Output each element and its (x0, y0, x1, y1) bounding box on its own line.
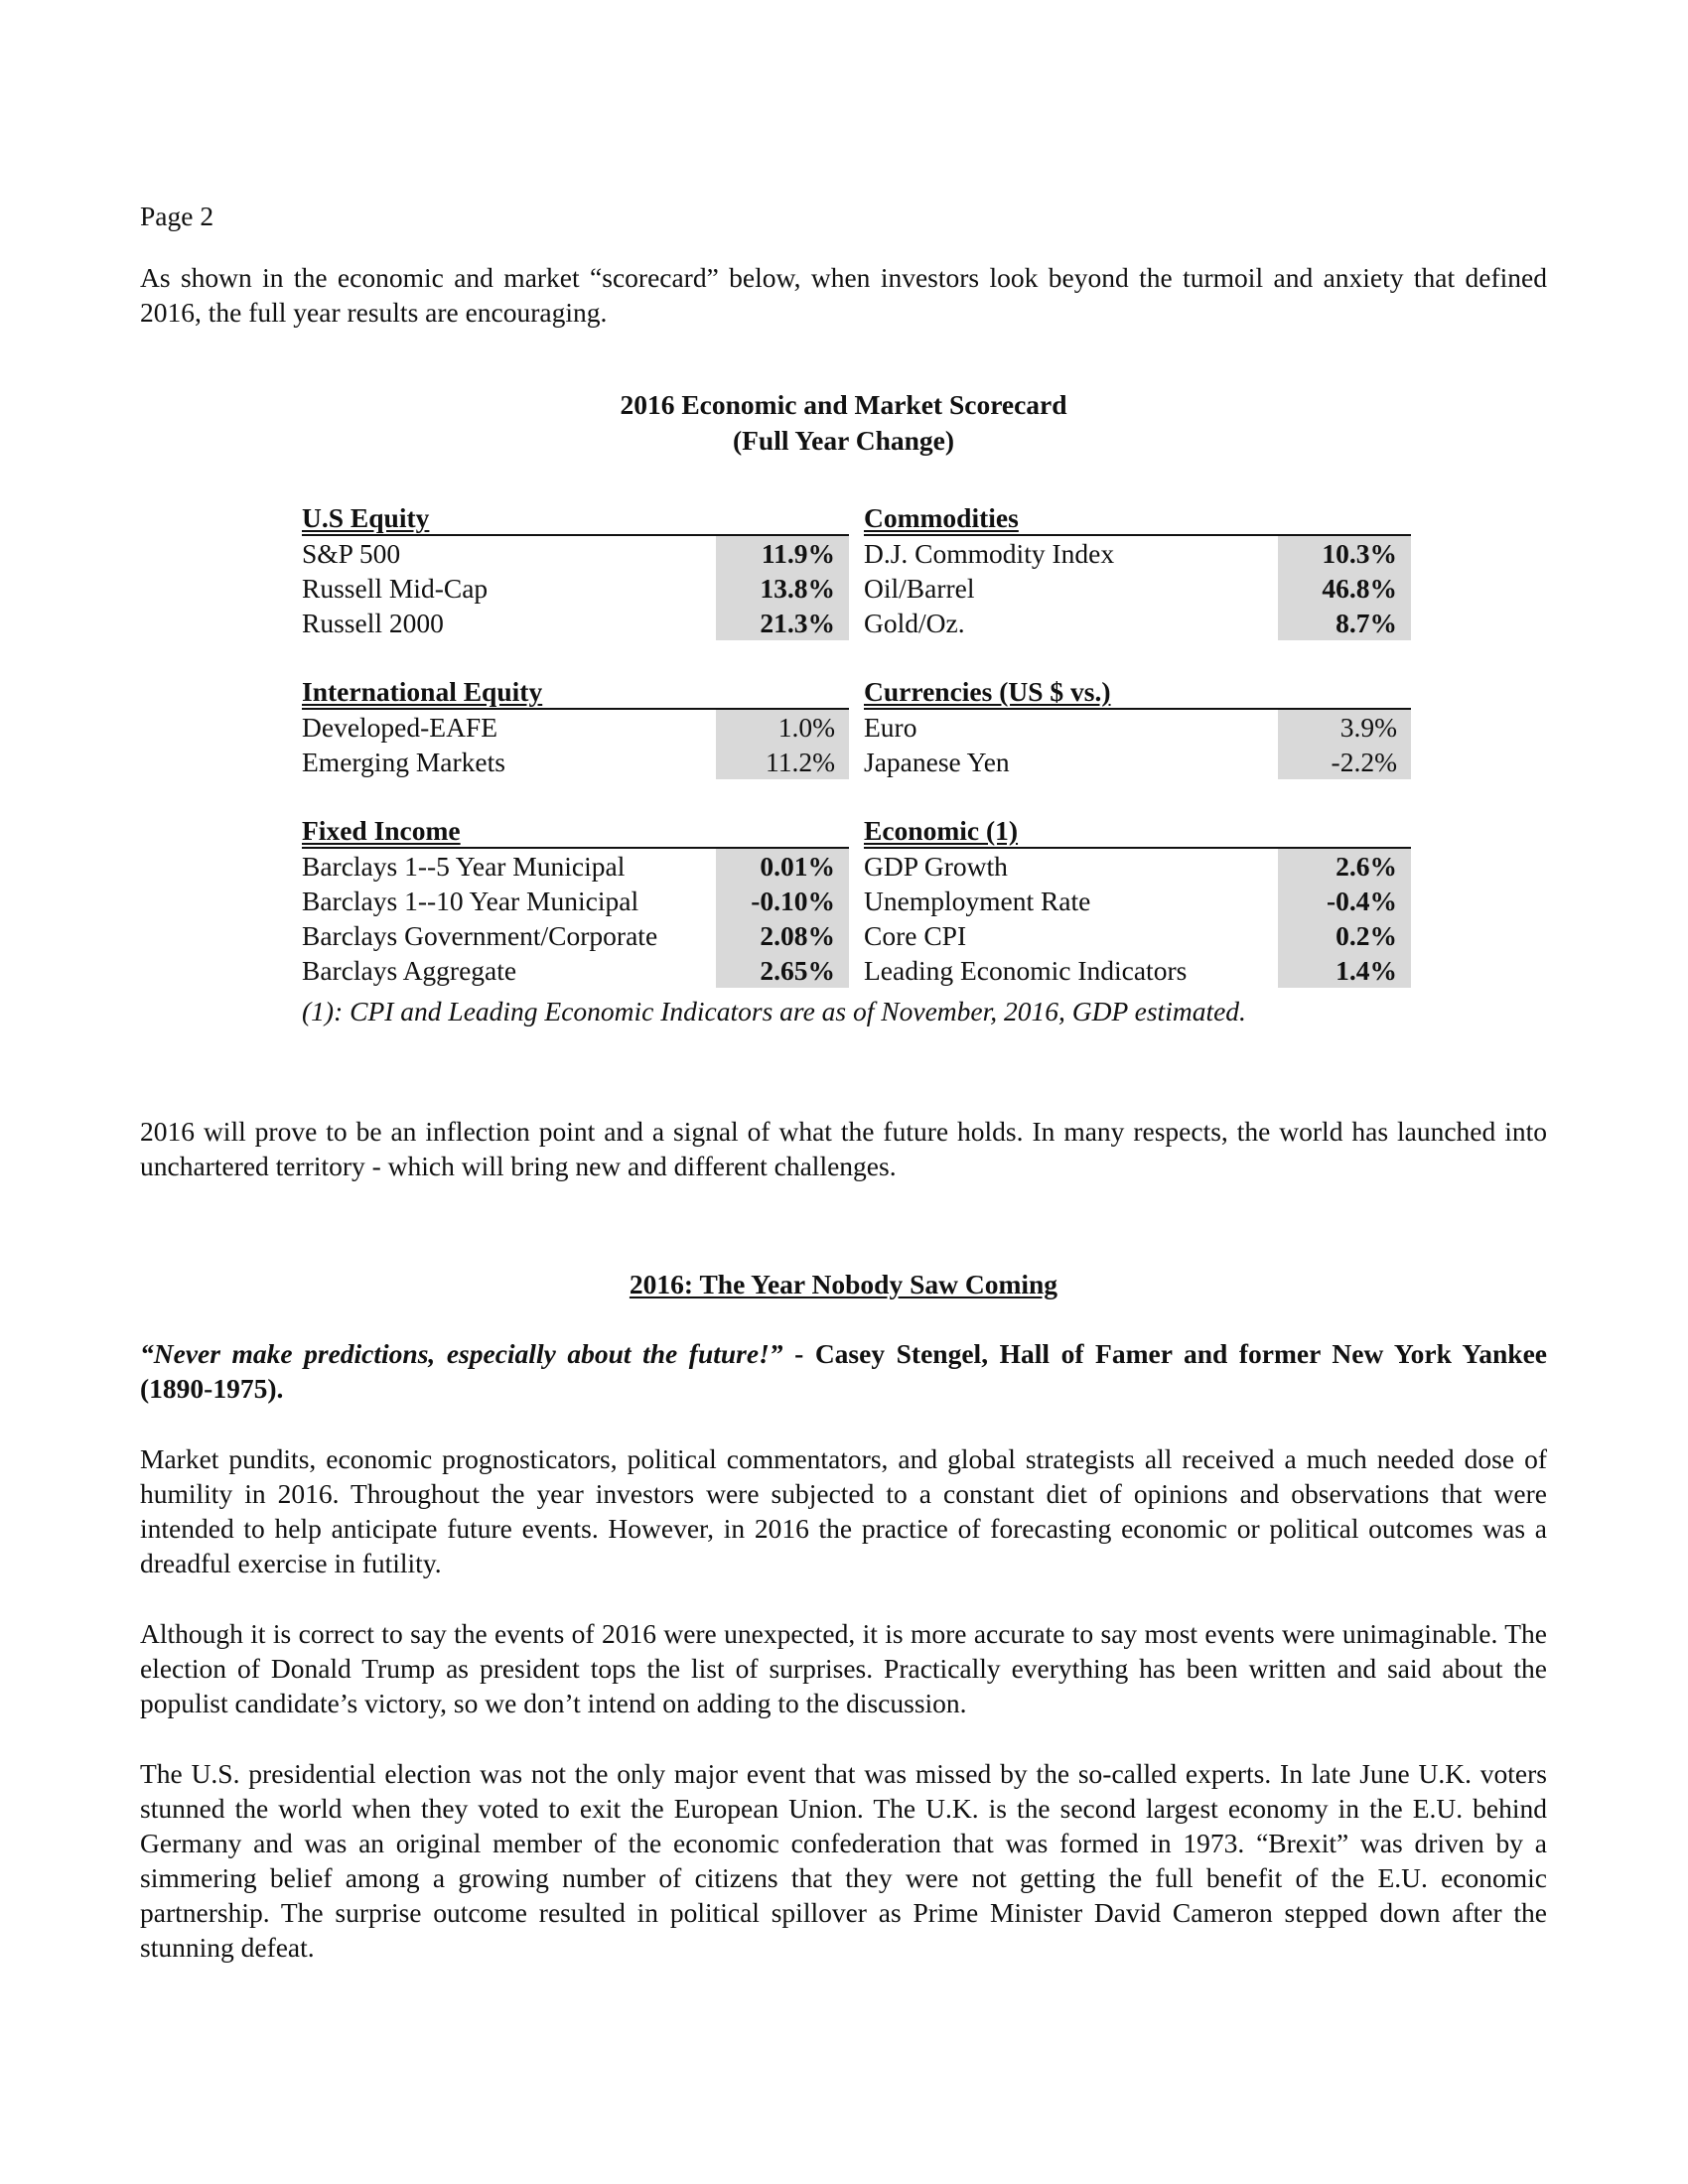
scorecard-block-international-equity (302, 675, 849, 779)
block-heading-text: Commodities (864, 502, 1019, 533)
block-heading (302, 501, 849, 536)
item-label: Leading Economic Indicators (864, 955, 1188, 986)
page-content (140, 199, 1547, 2000)
item-value: -0.10% (716, 884, 849, 918)
scorecard-item (302, 606, 849, 640)
scorecard-title-line1: 2016 Economic and Market Scorecard (620, 389, 1067, 420)
item-label: Unemployment Rate (864, 886, 1091, 916)
item-value: 2.65% (716, 953, 849, 988)
item-value: 2.08% (716, 918, 849, 953)
item-value: 10.3% (1278, 536, 1411, 571)
item-label: Barclays Government/Corporate (302, 920, 658, 951)
scorecard-block-currencies (864, 675, 1411, 779)
scorecard-item (302, 884, 849, 918)
block-heading (302, 814, 849, 849)
scorecard-item (864, 918, 1411, 953)
item-value: -0.4% (1278, 884, 1411, 918)
item-label: Russell 2000 (302, 608, 444, 638)
item-value: 46.8% (1278, 571, 1411, 606)
item-value: 0.2% (1278, 918, 1411, 953)
item-label: Gold/Oz. (864, 608, 965, 638)
block-heading-text: Currencies (US $ vs.) (864, 676, 1111, 707)
item-label: Core CPI (864, 920, 967, 951)
item-label: D.J. Commodity Index (864, 538, 1115, 569)
body-paragraph-3: The U.S. presidential election was not the only major event that was missed by the so-called experts. In late June U.K. voters stunned the world when they voted to exit the European Union. The U.K. is the second largest economy in the E.U. behind Germany and was an original member of the economic confederation that was formed in 1973. “Brexit” was driven by a simmering belief among a growing number of citizens that they were not getting the full benefit of the E.U. economic partnership. The surprise outcome resulted in political spillover as Prime Minister David Cameron stepped down after the stunning defeat. (140, 1758, 1547, 1963)
item-label: Russell Mid-Cap (302, 573, 489, 604)
scorecard-item (302, 710, 849, 745)
scorecard-item (302, 918, 849, 953)
scorecard-block-fixed-income (302, 814, 849, 988)
item-label: Barclays Aggregate (302, 955, 517, 986)
scorecard-item (864, 536, 1411, 571)
scorecard-block-commodities (864, 501, 1411, 640)
page-number: Page 2 (140, 201, 214, 231)
item-value: 0.01% (716, 849, 849, 884)
quote-attribution: - Casey Stengel, Hall of Famer and former New York Yankee (1890-1975). (140, 1338, 1547, 1404)
scorecard-item (302, 571, 849, 606)
scorecard-title-line2: (Full Year Change) (732, 425, 955, 456)
scorecard-item (864, 849, 1411, 884)
scorecard-row (302, 814, 1411, 988)
quote-text: “Never make predictions, especially about the future!” (140, 1338, 783, 1369)
item-label: Japanese Yen (864, 747, 1010, 777)
body-paragraph-1: Market pundits, economic prognosticators, political commentators, and global strategists all received a much needed dose of humility in 2016. Throughout the year investors were subjected to a constant diet of opinions and observations that were intended to help anticipate future events. However, in 2016 the practice of forecasting economic or political outcomes was a dreadful exercise in futility. (140, 1443, 1547, 1578)
inflection-paragraph: 2016 will prove to be an inflection point and a signal of what the future holds. In many respects, the world has launched into unchartered territory - which will bring new and different challenges. (140, 1116, 1547, 1181)
scorecard-block-economic (864, 814, 1411, 988)
block-heading-text: Economic (1) (864, 815, 1019, 846)
block-heading (302, 675, 849, 710)
item-label: Emerging Markets (302, 747, 505, 777)
item-label: S&P 500 (302, 538, 401, 569)
block-heading (864, 814, 1411, 849)
item-value: 1.0% (716, 710, 849, 745)
item-label: Euro (864, 712, 917, 743)
scorecard-title (140, 387, 1547, 459)
block-heading (864, 675, 1411, 710)
item-value: 3.9% (1278, 710, 1411, 745)
block-heading-text: U.S Equity (302, 502, 430, 533)
block-heading-text: Fixed Income (302, 815, 461, 846)
scorecard-table (302, 501, 1411, 1029)
item-value: 13.8% (716, 571, 849, 606)
block-heading (864, 501, 1411, 536)
section-title: 2016: The Year Nobody Saw Coming (629, 1269, 1058, 1299)
scorecard-item (864, 745, 1411, 779)
item-value: 11.9% (716, 536, 849, 571)
scorecard-item (864, 884, 1411, 918)
scorecard-item (302, 953, 849, 988)
item-value: 21.3% (716, 606, 849, 640)
item-label: Developed-EAFE (302, 712, 498, 743)
intro-paragraph: As shown in the economic and market “scorecard” below, when investors look beyond the turmoil and anxiety that defined 2016, the full year results are encouraging. (140, 262, 1547, 328)
scorecard-item (864, 953, 1411, 988)
scorecard-footnote: (1): CPI and Leading Economic Indicators are as of November, 2016, GDP estimated. (302, 996, 1246, 1026)
quote-paragraph (140, 1336, 1547, 1406)
block-heading-text: International Equity (302, 676, 543, 707)
body-paragraph-2: Although it is correct to say the events of 2016 were unexpected, it is more accurate to say most events were unimaginable. The election of Donald Trump as president tops the list of surprises. Practically everything has been written and said about the populist candidate’s victory, so we don’t intend on adding to the discussion. (140, 1618, 1547, 1718)
scorecard-block-us-equity (302, 501, 849, 640)
item-value: -2.2% (1278, 745, 1411, 779)
item-value: 11.2% (716, 745, 849, 779)
scorecard-item (864, 571, 1411, 606)
scorecard-item (864, 606, 1411, 640)
item-value: 1.4% (1278, 953, 1411, 988)
scorecard-item (302, 745, 849, 779)
item-value: 8.7% (1278, 606, 1411, 640)
scorecard-item (864, 710, 1411, 745)
scorecard-row (302, 675, 1411, 779)
item-value: 2.6% (1278, 849, 1411, 884)
scorecard-item (302, 849, 849, 884)
item-label: Barclays 1--5 Year Municipal (302, 851, 626, 882)
scorecard-row (302, 501, 1411, 640)
item-label: GDP Growth (864, 851, 1008, 882)
item-label: Barclays 1--10 Year Municipal (302, 886, 639, 916)
scorecard-item (302, 536, 849, 571)
item-label: Oil/Barrel (864, 573, 975, 604)
